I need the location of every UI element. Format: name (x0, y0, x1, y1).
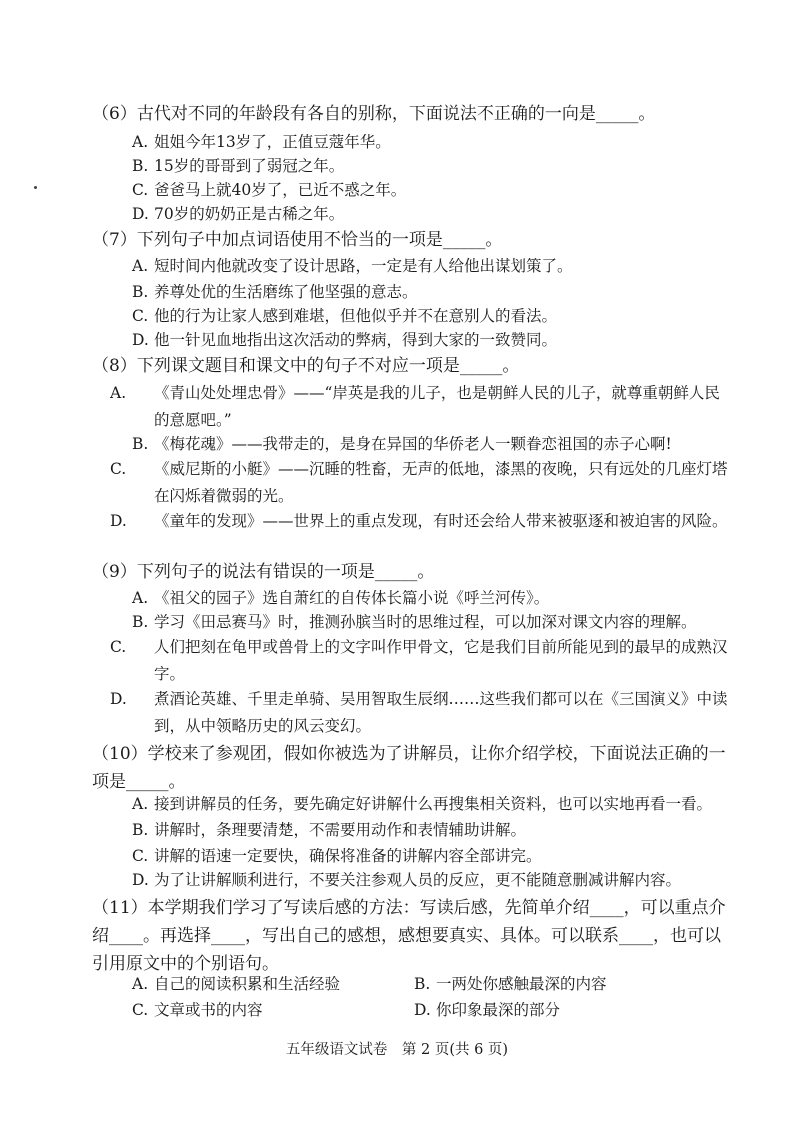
scan-mark (34, 186, 37, 189)
option-text: 讲解的语速一定要快，确保将准备的讲解内容全部讲完。 (154, 847, 542, 865)
q9-option-d[interactable] (110, 686, 732, 740)
question-9-stem: （9）下列句子的说法有错误的一项是_____。 (92, 562, 435, 582)
q10-option-c[interactable] (132, 844, 732, 868)
q9-option-b[interactable] (132, 610, 732, 634)
option-text: 《威尼斯的小艇》——沉睡的牲畜，无声的低地，漆黑的夜晚，只有远处的几座灯塔在闪烁着微弱的光。 (154, 460, 728, 505)
question-6-stem: （6）古代对不同的年龄段有各自的别称，下面说法不正确的一向是_____。 (92, 104, 656, 124)
option-letter: C. (132, 307, 149, 325)
q10-option-d[interactable] (132, 868, 732, 892)
option-text: 《梅花魂》——我带走的，是身在异国的华侨老人一颗眷恋祖国的赤子心啊! (154, 435, 672, 453)
option-letter: D. (132, 331, 149, 349)
option-text: 《祖父的园子》选自萧红的自传体长篇小说《呼兰河传》。 (154, 589, 550, 607)
option-text: 15岁的哥哥到了弱冠之年。 (154, 157, 345, 175)
option-letter: A. (132, 257, 149, 275)
question-7-stem: （7）下列句子中加点词语使用不恰当的一项是_____。 (92, 230, 503, 250)
option-letter: A. (132, 133, 149, 151)
q10-option-a[interactable] (132, 792, 732, 816)
option-text: 一两处你感触最深的内容 (436, 975, 607, 993)
option-letter: A. (110, 384, 127, 402)
option-text: 文章或书的内容 (154, 1001, 263, 1019)
q7-option-a[interactable] (132, 254, 732, 278)
question-8-stem: （8）下列课文题目和课文中的句子不对应一项是_____。 (92, 356, 520, 376)
q8-option-b[interactable] (132, 432, 732, 456)
question-11-stem: （11）本学期我们学习了写读后感的方法：写读后感，先简单介绍____，可以重点介绍____。再选择____，写出自己的感想，感想要真实、具体。可以联系____，也可以引用原文中的个别语句。 (92, 898, 726, 974)
option-text: 接到讲解员的任务，要先确定好讲解什么再搜集相关资料，也可以实地再看一看。 (154, 795, 713, 813)
q11-option-a[interactable] (132, 972, 392, 996)
q8-option-a[interactable] (110, 380, 732, 434)
option-letter: C. (132, 181, 149, 199)
option-letter: C. (132, 1001, 149, 1019)
option-text: 短时间内他就改变了设计思路，一定是有人给他出谋划策了。 (154, 257, 573, 275)
option-text: 学习《田忌赛马》时，推测孙膑当时的思维过程，可以加深对课文内容的理解。 (154, 613, 697, 631)
q9-option-a[interactable] (132, 586, 732, 610)
q8-option-c[interactable] (110, 456, 732, 510)
option-text: 70岁的奶奶正是古稀之年。 (154, 205, 345, 223)
option-text: 《青山处处埋忠骨》——“岸英是我的儿子，也是朝鲜人民的儿子，就尊重朝鲜人民的意愿吧。” (154, 384, 720, 429)
q7-option-d[interactable] (132, 328, 732, 352)
option-text: 他一针见血地指出这次活动的弊病，得到大家的一致赞同。 (154, 331, 558, 349)
option-letter: B. (132, 157, 149, 175)
option-text: 姐姐今年13岁了，正值豆蔻年华。 (154, 133, 391, 151)
option-letter: A. (132, 975, 149, 993)
option-letter: C. (110, 638, 127, 656)
q11-option-c[interactable] (132, 998, 392, 1022)
option-text: 爸爸马上就40岁了，已近不惑之年。 (154, 181, 407, 199)
option-letter: C. (132, 847, 149, 865)
option-text: 自己的阅读积累和生活经验 (154, 975, 341, 993)
q6-option-b[interactable] (132, 154, 732, 178)
q11-option-b[interactable] (414, 972, 714, 996)
option-letter: A. (132, 589, 149, 607)
q9-option-c[interactable] (110, 634, 732, 688)
q8-option-d[interactable] (110, 508, 732, 535)
option-text: 人们把刻在龟甲或兽骨上的文字叫作甲骨文，它是我们目前所能见到的最早的成熟汉字。 (154, 638, 728, 683)
option-letter: B. (132, 613, 149, 631)
q10-option-b[interactable] (132, 818, 732, 842)
question-10-stem: （10）学校来了参观团，假如你被选为了讲解员，让你介绍学校，下面说法正确的一项是_____。 (92, 744, 726, 792)
option-letter: B. (132, 821, 149, 839)
option-letter: B. (132, 283, 149, 301)
option-letter: D. (110, 512, 127, 530)
q6-option-c[interactable] (132, 178, 732, 202)
option-text: 煮酒论英雄、千里走单骑、吴用智取生辰纲……这些我们都可以在《三国演义》中读到，从中领略历史的风云变幻。 (154, 690, 728, 735)
option-letter: C. (110, 460, 127, 478)
option-letter: A. (132, 795, 149, 813)
q11-option-d[interactable] (414, 998, 714, 1022)
option-text: 你印象最深的部分 (436, 1001, 561, 1019)
option-letter: B. (414, 975, 431, 993)
option-letter: B. (132, 435, 149, 453)
q6-option-d[interactable] (132, 202, 732, 226)
q7-option-c[interactable] (132, 304, 732, 328)
q6-option-a[interactable] (132, 130, 732, 154)
option-text: 讲解时，条理要清楚，不需要用动作和表情辅助讲解。 (154, 821, 527, 839)
option-text: 为了让讲解顺利进行，不要关注参观人员的反应，更不能随意删减讲解内容。 (154, 871, 682, 889)
page-footer: 五年级语文试卷 第 2 页(共 6 页) (285, 1042, 509, 1058)
option-text: 《童年的发现》——世界上的重点发现，有时还会给人带来被驱逐和被迫害的风险。 (154, 512, 728, 530)
option-letter: D. (132, 205, 149, 223)
option-text: 养尊处优的生活磨练了他坚强的意志。 (154, 283, 418, 301)
option-letter: D. (110, 690, 127, 708)
option-letter: D. (414, 1001, 431, 1019)
option-letter: D. (132, 871, 149, 889)
q7-option-b[interactable] (132, 280, 732, 304)
option-text: 他的行为让家人感到难堪，但他似乎并不在意别人的看法。 (154, 307, 558, 325)
